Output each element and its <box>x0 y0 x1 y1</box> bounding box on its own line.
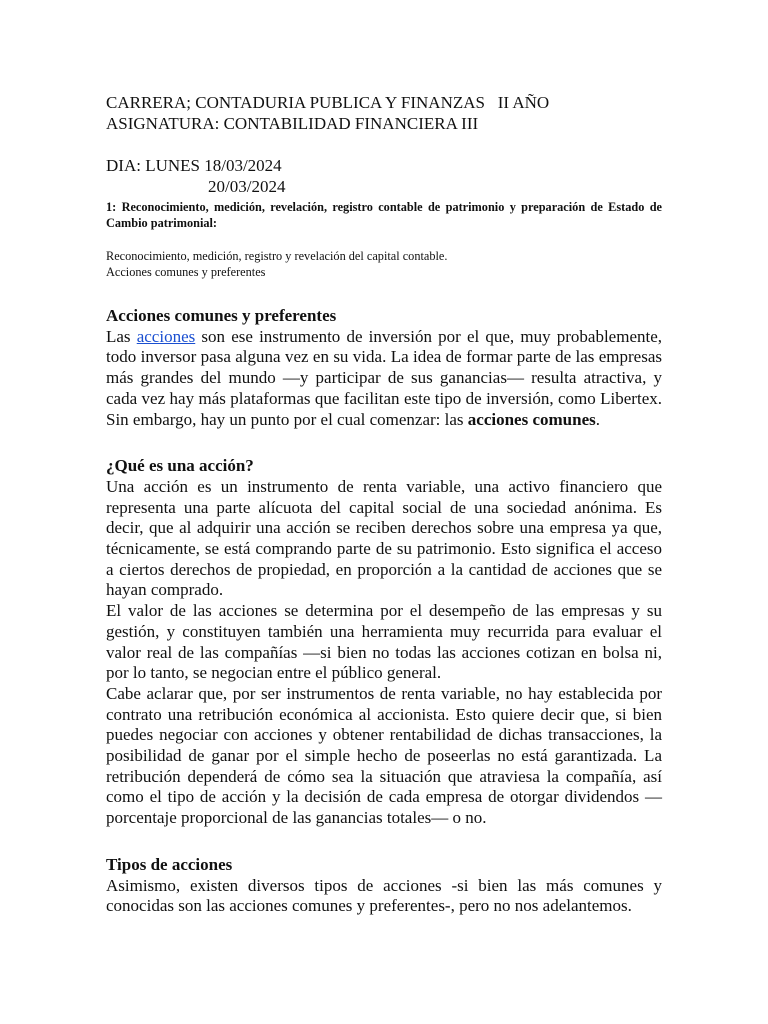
paragraph-valor: El valor de las acciones se determina por el desempeño de las empresas y su gestión, y constituyen también una herramienta muy recurrida para evaluar el valor real de las compañías —si bien no todas las acciones cotizan en bolsa ni, por lo tanto, se negocian entre el público general. <box>106 601 662 683</box>
topic-title: 1: Reconocimiento, medición, revelación, registro contable de patrimonio y preparación de Estado de Cambio patrimonial: <box>106 200 662 230</box>
text-fragment: son ese instrumento de inversión por el que, muy probablemente, todo inversor pasa alguna vez en su vida. La idea de formar parte de las empresas más grandes del mundo —y participar de sus ganancias— resulta atractiva, y cada vez hay más plataformas que facilitan este tipo de inversión, como Libertex. Sin embargo, hay un punto por el cual comenzar: las <box>106 326 663 429</box>
text-fragment: Las <box>106 326 137 346</box>
paragraph-retribucion: Cabe aclarar que, por ser instrumentos de renta variable, no hay establecida por contrato una retribución económica al accionista. Esto quiere decir que, si bien puedes negociar con acciones y obtener rentabilidad de dichas transacciones, la posibilidad de ganar por el simple hecho de poseerlas no está garantizada. La retribución dependerá de cómo sea la situación que atraviesa la compañía, así como el tipo de acción y la decisión de cada empresa de otorgar dividendos —porcentaje proporcional de las ganancias totales— o no. <box>106 683 662 828</box>
subject-line: ASIGNATURA: CONTABILIDAD FINANCIERA III <box>106 114 479 133</box>
date-line-2: 20/03/2024 <box>208 177 286 196</box>
section-heading-que-es: ¿Qué es una acción? <box>106 456 254 476</box>
subtopic-1: Reconocimiento, medición, registro y revelación del capital contable. <box>106 249 448 263</box>
paragraph-acciones <box>106 327 662 431</box>
paragraph-definicion: Una acción es un instrumento de renta variable, una activo financiero que representa una parte alícuota del capital social de una sociedad anónima. Es decir, que al adquirir una acción se reciben derechos sobre una empresa ya que, técnicamente, se está comprando parte de su patrimonio. Esto significa el acceso a ciertos derechos de propiedad, en proporción a la cantidad de acciones que se hayan comprado. <box>106 476 662 600</box>
section-heading-tipos: Tipos de acciones <box>106 854 233 874</box>
acciones-link[interactable]: acciones <box>136 326 196 346</box>
career-line: CARRERA; CONTADURIA PUBLICA Y FINANZAS II AÑO <box>106 93 550 112</box>
bold-term: acciones comunes <box>467 409 596 429</box>
text-fragment: . <box>595 409 600 429</box>
document-page <box>106 92 662 917</box>
subtopic-2: Acciones comunes y preferentes <box>106 264 266 279</box>
paragraph-tipos: Asimismo, existen diversos tipos de acciones -si bien las más comunes y conocidas son las acciones comunes y preferentes-, pero no nos adelantemos. <box>106 875 662 916</box>
date-line: DIA: LUNES 18/03/2024 <box>106 156 282 175</box>
section-heading-acciones: Acciones comunes y preferentes <box>106 306 337 325</box>
